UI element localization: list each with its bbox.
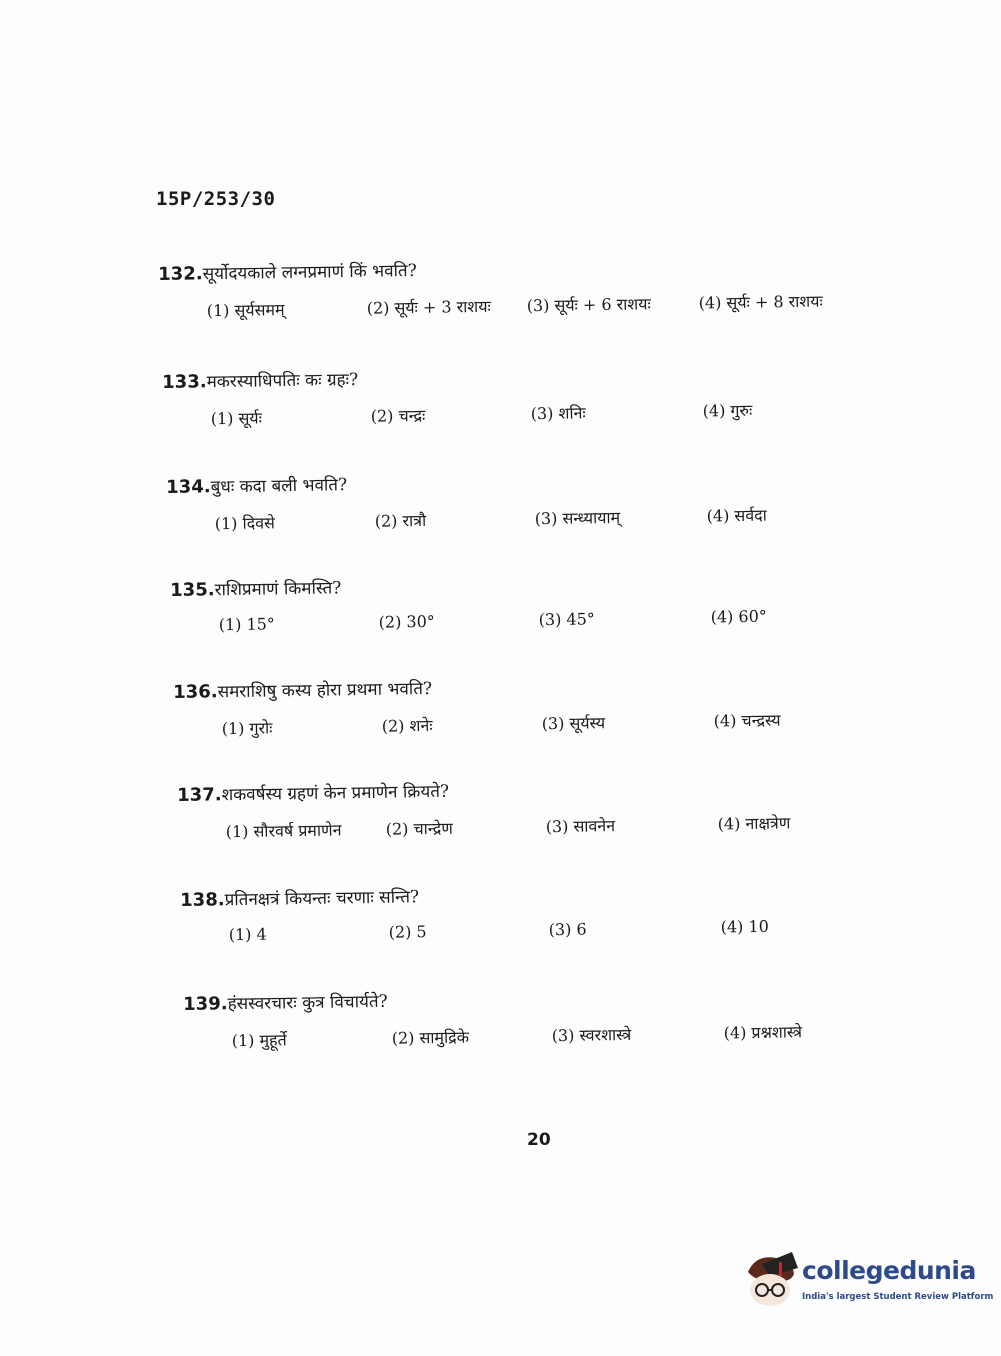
option-3: (3) शनिः: [530, 403, 586, 424]
question-line: [183, 989, 388, 1015]
option-1: (1) दिवसे: [214, 513, 276, 534]
question-137: [177, 772, 898, 863]
option-1: (1) सूर्यः: [210, 408, 262, 429]
question-number: 137.: [177, 784, 222, 806]
option-1: (1) सूर्यसमम्: [206, 300, 285, 321]
page-number: 20: [527, 1130, 551, 1150]
paper-code: 15P/253/30: [156, 188, 276, 210]
collegedunia-logo: [742, 1250, 994, 1310]
option-3: (3) स्वरशास्त्रे: [551, 1024, 632, 1046]
question-136: [173, 669, 894, 760]
question-line: [166, 472, 347, 498]
question-134: [166, 464, 887, 555]
question-text: प्रतिनक्षत्रं कियन्तः चरणाः सन्ति?: [224, 887, 420, 911]
option-1: (1) 4: [228, 924, 267, 945]
question-138: [180, 877, 901, 968]
question-number: 133.: [162, 371, 207, 393]
question-132: [158, 251, 879, 342]
question-135: [170, 567, 891, 658]
question-number: 136.: [173, 681, 218, 703]
option-1: (1) सौरवर्ष प्रमाणेन: [225, 820, 342, 842]
option-4: (4) नाक्षत्रेण: [717, 813, 791, 834]
option-1: (1) मुहूर्ते: [231, 1030, 287, 1051]
option-1: (1) गुरोः: [221, 718, 273, 739]
question-line: [177, 779, 449, 806]
option-4: (4) चन्द्रस्य: [713, 710, 781, 731]
question-text: सूर्योदयकाले लग्नप्रमाणं किं भवति?: [202, 260, 417, 285]
option-4: (4) 60°: [710, 606, 767, 627]
question-number: 139.: [183, 993, 228, 1015]
option-1: (1) 15°: [218, 614, 275, 635]
option-3: (3) सूर्यस्य: [541, 713, 606, 734]
option-3: (3) 45°: [538, 609, 595, 630]
question-139: [183, 981, 904, 1072]
option-4: (4) प्रश्नशास्त्रे: [723, 1022, 803, 1043]
question-text: मकरस्याधिपतिः कः ग्रहः?: [206, 369, 359, 393]
option-2: (2) रात्रौ: [374, 510, 427, 531]
question-number: 135.: [170, 579, 215, 601]
option-2: (2) सूर्यः + 3 राशयः: [366, 296, 491, 318]
option-2: (2) चान्द्रेण: [385, 818, 453, 839]
option-2: (2) चन्द्रः: [370, 405, 426, 426]
option-2: (2) शनेः: [381, 715, 433, 736]
option-3: (3) 6: [548, 919, 587, 940]
question-line: [173, 676, 432, 703]
option-4: (4) सूर्यः + 8 राशयः: [698, 291, 823, 313]
question-line: [158, 258, 417, 285]
question-133: [162, 359, 883, 450]
option-2: (2) सामुद्रिके: [391, 1027, 470, 1048]
question-text: हंसस्वरचारः कुत्र विचार्यते?: [227, 991, 388, 1015]
question-text: बुधः कदा बली भवति?: [210, 475, 348, 498]
question-number: 138.: [180, 889, 225, 911]
option-4: (4) सर्वदा: [706, 505, 767, 526]
question-line: [170, 575, 341, 601]
question-text: समराशिषु कस्य होरा प्रथमा भवति?: [217, 678, 433, 703]
question-number: 132.: [158, 263, 203, 285]
brand-tagline: India's largest Student Review Platform: [802, 1292, 994, 1302]
option-4: (4) गुरुः: [702, 400, 753, 421]
option-3: (3) सूर्यः + 6 राशयः: [526, 294, 651, 316]
mascot-icon: [742, 1250, 800, 1310]
question-text: राशिप्रमाणं किमस्ति?: [214, 578, 342, 601]
question-text: शकवर्षस्य ग्रहणं केन प्रमाणेन क्रियते?: [221, 781, 450, 806]
question-line: [180, 884, 419, 911]
brand-name: collegedunia: [802, 1256, 976, 1285]
option-2: (2) 5: [388, 922, 427, 942]
question-number: 134.: [166, 476, 211, 498]
option-3: (3) सन्ध्यायाम्: [534, 507, 621, 529]
option-3: (3) सावनेन: [545, 816, 616, 837]
question-line: [162, 367, 358, 393]
option-2: (2) 30°: [378, 611, 435, 632]
option-4: (4) 10: [720, 916, 769, 937]
